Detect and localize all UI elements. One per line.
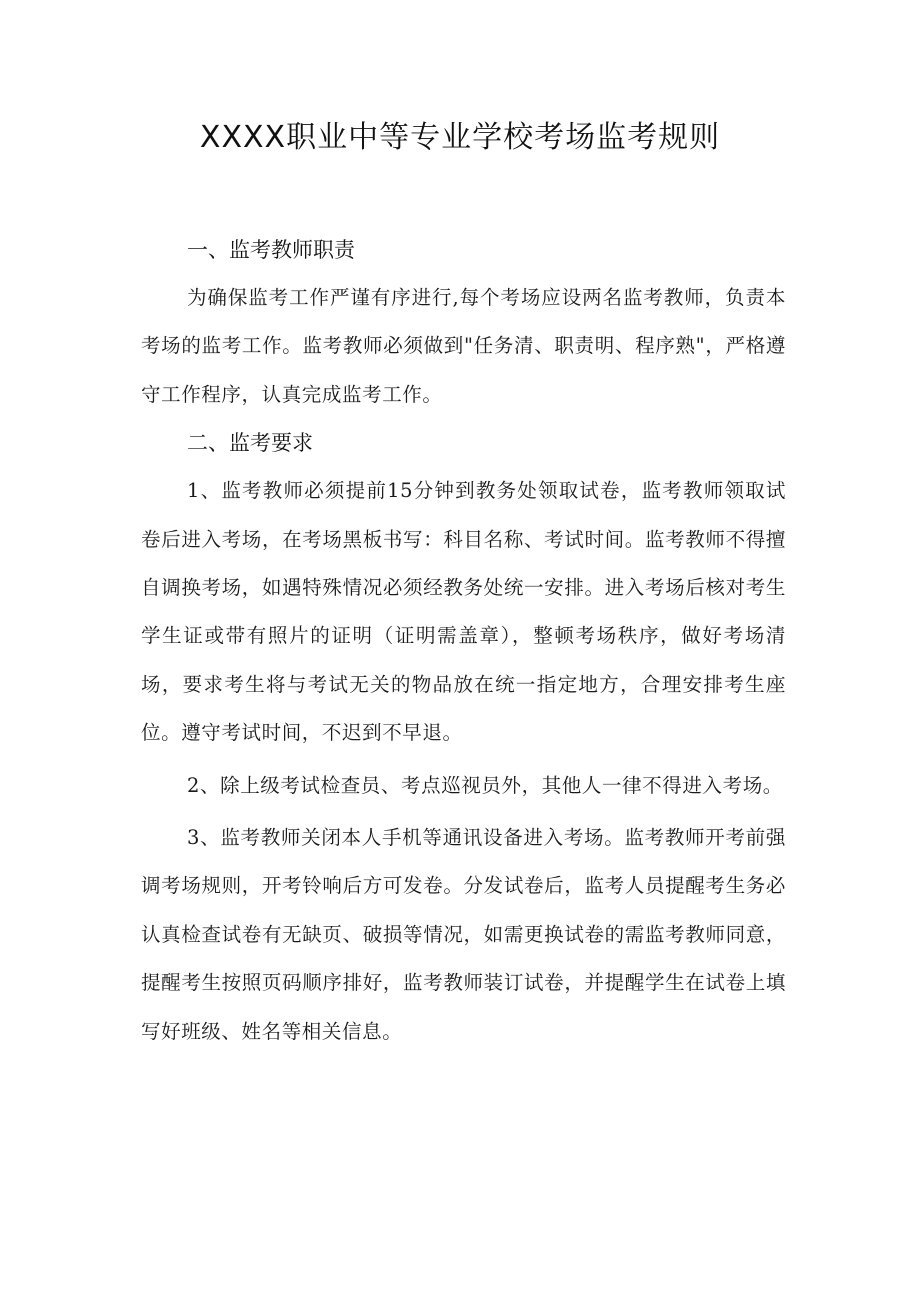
paragraph-requirement-3: 3、监考教师关闭本人手机等通讯设备进入考场。监考教师开考前强调考场规则，开考铃响后方可发卷。分发试卷后，监考人员提醒考生务必认真检查试卷有无缺页、破损等情况，如需更换试卷的需监考教师同意，提醒考生按照页码顺序排好，监考教师装订试卷，并提醒学生在试卷上填写好班级、姓名等相关信息。 — [141, 826, 786, 1043]
section-heading-requirements: 二、监考要求 — [187, 431, 313, 456]
document-title: XXXX职业中等专业学校考场监考规则 — [199, 120, 721, 155]
section-heading-duties: 一、监考教师职责 — [187, 238, 355, 262]
paragraph-requirement-2: 2、除上级考试检查员、考点巡视员外，其他人一律不得进入考场。 — [187, 773, 783, 797]
document-body — [141, 226, 786, 1056]
paragraph-requirement-1: 1、监考教师必须提前15分钟到教务处领取试卷，监考教师领取试卷后进入考场，在考场黑板书写：科目名称、考试时间。监考教师不得擅自调换考场，如遇特殊情况必须经教务处统一安排。进入考场后核对考生学生证或带有照片的证明（证明需盖章），整顿考场秩序，做好考场清场，要求考生将与考试无关的物品放在统一指定地方，合理安排考生座位。遵守考试时间，不迟到不早退。 — [141, 479, 786, 745]
paragraph-duties: 为确保监考工作严谨有序进行,每个考场应设两名监考教师，负责本考场的监考工作。监考教师必须做到"任务清、职责明、程序熟"，严格遵守工作程序，认真完成监考工作。 — [141, 286, 786, 406]
